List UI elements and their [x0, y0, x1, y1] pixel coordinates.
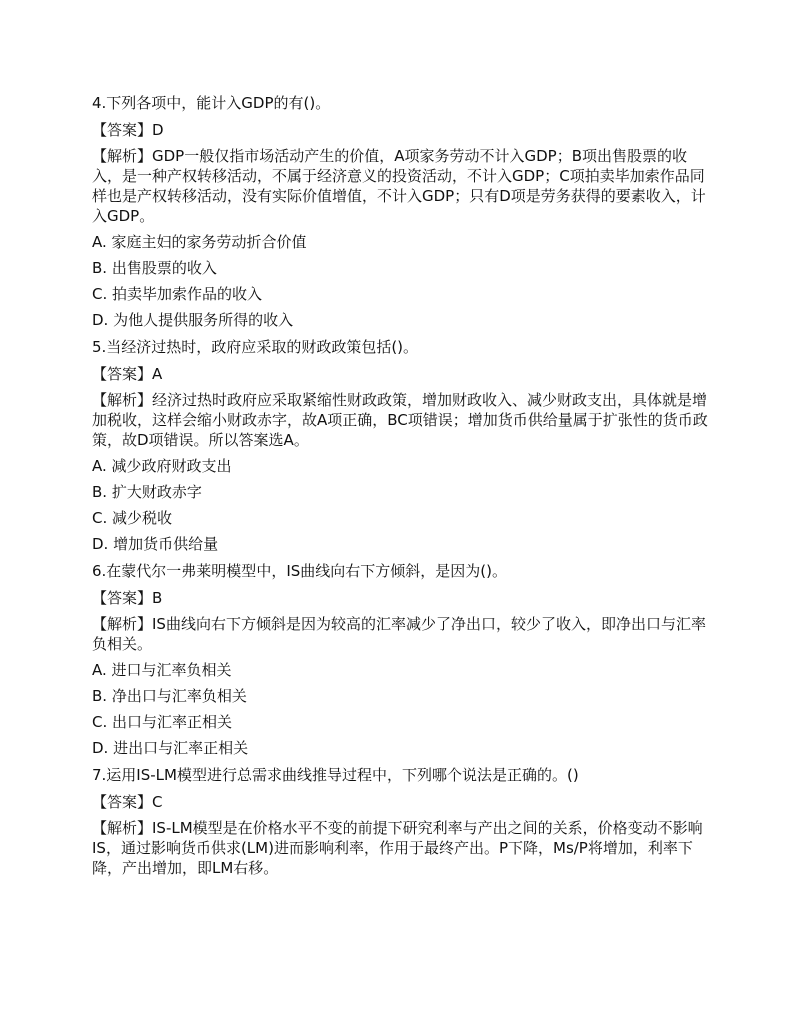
- answer-text: 【答案】C: [92, 793, 163, 811]
- analysis-text: 【解析】IS曲线向右下方倾斜是因为较高的汇率减少了净出口，较少了收入，即净出口与汇率负相关。: [92, 615, 706, 653]
- option-d: D. 进出口与汇率正相关: [92, 739, 249, 757]
- option-b: B. 出售股票的收入: [92, 259, 217, 277]
- answer-text: 【答案】D: [92, 121, 164, 139]
- question-block-4: [92, 92, 714, 331]
- option-b: B. 扩大财政赤字: [92, 483, 202, 501]
- option-c: C. 减少税收: [92, 509, 173, 527]
- option-a: A. 减少政府财政支出: [92, 457, 232, 475]
- option-a: A. 进口与汇率负相关: [92, 661, 232, 679]
- option-b: B. 净出口与汇率负相关: [92, 687, 247, 705]
- document-page: [92, 92, 714, 883]
- analysis-text: 【解析】IS-LM模型是在价格水平不变的前提下研究利率与产出之间的关系，价格变动不影响IS，通过影响货币供求(LM)进而影响利率，作用于最终产出。P下降，Ms/P将增加，利率下降，产出增加，即LM右移。: [92, 819, 703, 877]
- answer-text: 【答案】A: [92, 365, 163, 383]
- question-text: 6.在蒙代尔一弗莱明模型中，IS曲线向右下方倾斜，是因为()。: [92, 562, 507, 580]
- question-block-6: [92, 560, 714, 759]
- question-block-7: [92, 764, 714, 878]
- option-c: C. 拍卖毕加索作品的收入: [92, 285, 263, 303]
- question-text: 7.运用IS-LM模型进行总需求曲线推导过程中，下列哪个说法是正确的。(): [92, 766, 579, 784]
- analysis-text: 【解析】经济过热时政府应采取紧缩性财政政策，增加财政收入、减少财政支出，具体就是增加税收，这样会缩小财政赤字，故A项正确，BC项错误；增加货币供给量属于扩张性的货币政策，故D项错误。所以答案选A。: [92, 391, 708, 449]
- question-text: 5.当经济过热时，政府应采取的财政政策包括()。: [92, 338, 419, 356]
- question-block-5: [92, 336, 714, 555]
- answer-text: 【答案】B: [92, 589, 163, 607]
- question-text: 4.下列各项中，能计入GDP的有()。: [92, 94, 331, 112]
- analysis-text: 【解析】GDP一般仅指市场活动产生的价值，A项家务劳动不计入GDP；B项出售股票的收入，是一种产权转移活动，不属于经济意义的投资活动，不计入GDP；C项拍卖毕加索作品同样也是产权转移活动，没有实际价值增值，不计入GDP；只有D项是劳务获得的要素收入，计入GDP。: [92, 147, 706, 225]
- option-d: D. 为他人提供服务所得的收入: [92, 311, 294, 329]
- option-c: C. 出口与汇率正相关: [92, 713, 233, 731]
- option-d: D. 增加货币供给量: [92, 535, 219, 553]
- option-a: A. 家庭主妇的家务劳动折合价值: [92, 233, 307, 251]
